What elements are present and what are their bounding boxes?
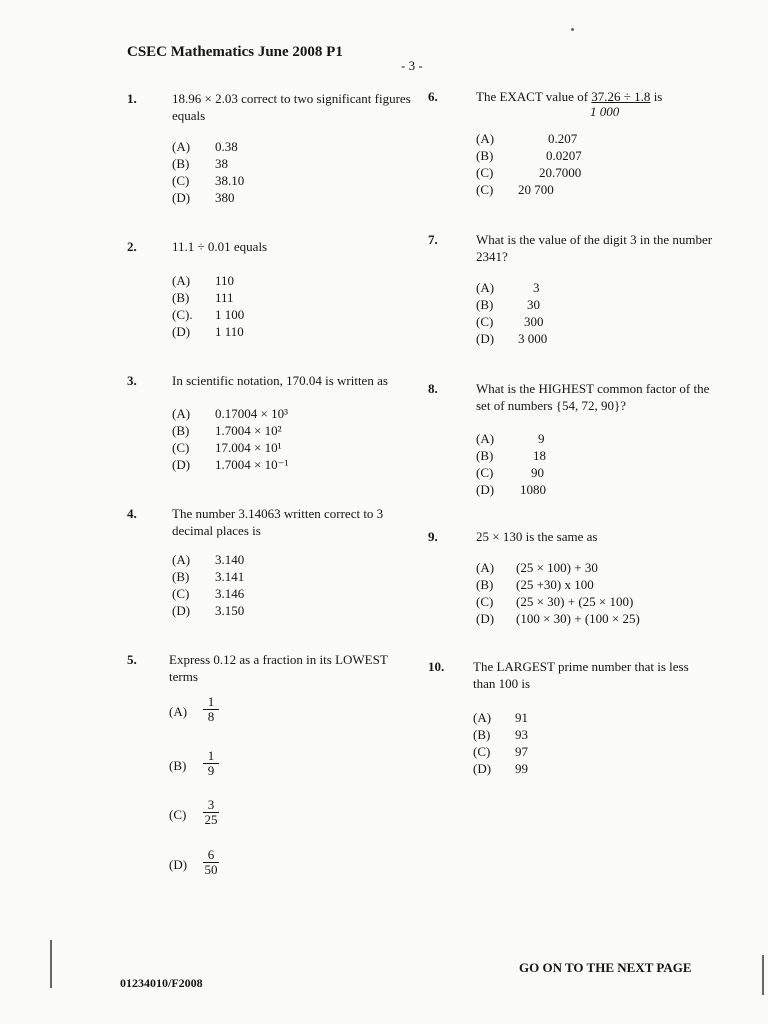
question-number: 6. [428, 89, 438, 104]
question-number: 7. [428, 232, 438, 247]
question-number: 8. [428, 381, 438, 396]
question-text: The number 3.14063 written correct to 3 decimal places is [172, 506, 384, 538]
question-4: 4. The number 3.14063 written correct to 3 decimal places is (A) 3.140 (B) 3.141 (C) 3.146 (D) 3.150 [127, 505, 417, 620]
question-text: The LARGEST prime number that is less than 100 is [473, 659, 689, 691]
question-text: 25 × 130 is the same as [476, 529, 598, 544]
question-text: The EXACT value of 37.26 ÷ 1.8 is [476, 89, 663, 104]
question-number: 2. [127, 239, 137, 254]
page-title: CSEC Mathematics June 2008 P1 [127, 44, 343, 60]
question-number: 5. [127, 652, 137, 667]
question-number: 1. [127, 91, 137, 106]
question-5: 5. Express 0.12 as a fraction in its LOWEST terms (A) $\frac{1}{8}$ (B) $\frac{1}{9}$ (C) $\frac{3}{25}$ (D) $\frac{6}{50}$ [127, 651, 417, 881]
question-text: In scientific notation, 170.04 is written as [172, 373, 388, 388]
question-number: 3. [127, 373, 137, 388]
question-3: 3. In scientific notation, 170.04 is written as (A) 0.17004 × 10³ (B) 1.7004 × 10² (C) 17.004 × 10¹ (D) 1.7004 × 10⁻¹ [127, 372, 417, 476]
option-c[interactable]: (C) $\frac{3}{25}$ [169, 797, 218, 827]
question-8: 8. What is the HIGHEST common factor of the set of numbers {54, 72, 90}? (A) 9 (B) 18 (C) 90 (D) 1080 [428, 380, 728, 500]
question-1: 1. 18.96 × 2.03 correct to two significant figures equals (A) 0.38 (B) 38 (C) 38.10 (D) 380 [127, 90, 417, 210]
page-number: - 3 - [401, 58, 423, 73]
question-number: 4. [127, 506, 137, 521]
question-7: 7. What is the value of the digit 3 in the number 2341? (A) 3 (B) 30 (C) 300 (D) 3 000 [428, 231, 718, 351]
scan-dot [571, 28, 574, 31]
question-10: 10. The LARGEST prime number that is less than 100 is (A) 91 (B) 93 (C) 97 (D) 99 [428, 658, 718, 778]
next-page-notice: GO ON TO THE NEXT PAGE [519, 960, 692, 975]
scan-mark [762, 955, 764, 995]
question-6: 6. The EXACT value of 37.26 ÷ 1.8 is 1 000 (A) 0.207 (B) 0.0207 (C) 20.7000 (C) 20 700 [428, 88, 718, 203]
question-2: 2. 11.1 ÷ 0.01 equals (A) 110 (B) 111 (C). 1 100 (D) 1 110 [127, 238, 417, 342]
option-d[interactable]: (D) $\frac{6}{50}$ [169, 847, 218, 877]
exam-code: 01234010/F2008 [120, 976, 203, 990]
question-text: What is the value of the digit 3 in the number 2341? [476, 232, 713, 264]
scan-mark [50, 940, 52, 988]
question-9: 9. 25 × 130 is the same as (A) (25 × 100) + 30 (B) (25 +30) x 100 (C) (25 × 30) + (25 × 100) (D) (100 × 30) + (100 × 25) [428, 528, 728, 628]
question-text-denominator: 1 000 [590, 104, 620, 119]
question-number: 9. [428, 529, 438, 544]
question-number: 10. [428, 659, 445, 674]
question-text: 11.1 ÷ 0.01 equals [172, 239, 268, 254]
question-text: 18.96 × 2.03 correct to two significant figures equals [172, 91, 411, 123]
question-text: Express 0.12 as a fraction in its LOWEST terms [169, 652, 388, 684]
question-text: What is the HIGHEST common factor of the set of numbers {54, 72, 90}? [476, 381, 710, 413]
